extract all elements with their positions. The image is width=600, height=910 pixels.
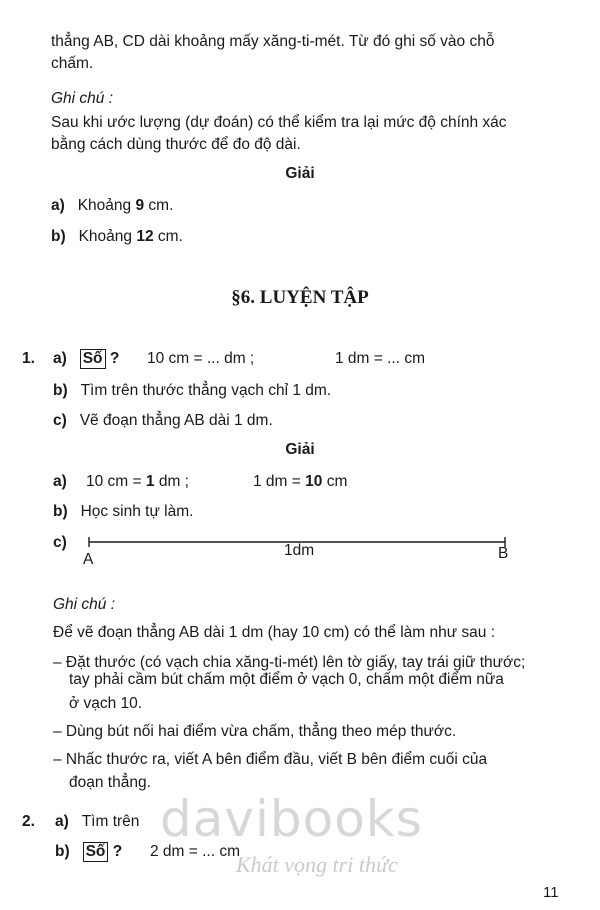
item-label: b) <box>53 382 68 399</box>
exercise-1-c <box>53 411 273 431</box>
exercise-1-b <box>53 381 331 401</box>
answer-value: 9 <box>135 197 145 214</box>
watermark-brand: davibooks <box>160 790 423 848</box>
note-step-1-line-1: – Đặt thước (có vạch chia xăng-ti-mét) lên tờ giấy, tay trái giữ thước; <box>53 654 526 671</box>
page-number: 11 <box>543 884 559 901</box>
note-step-3-line-2: đoạn thẳng. <box>69 774 151 791</box>
exercise-2-number: 2. <box>22 813 35 830</box>
item-text: Học sinh tự làm. <box>80 503 194 520</box>
note-line-1: Sau khi ước lượng (dự đoán) có thể kiểm tra lại mức độ chính xác <box>51 114 507 131</box>
item-label: c) <box>53 412 67 429</box>
solution-2-a-2 <box>253 472 347 492</box>
note-label: Ghi chú : <box>51 90 114 107</box>
solution-2-c-label: c) <box>53 534 67 551</box>
item-label: a) <box>53 350 67 367</box>
answer-value: 12 <box>136 228 154 245</box>
item-label: b) <box>55 843 70 860</box>
item-label: a) <box>51 197 65 214</box>
exercise-2-a <box>55 812 139 832</box>
exercise-1-a <box>53 349 119 369</box>
solution-2-a-label: a) <box>53 473 67 490</box>
watermark-tagline: Khát vọng tri thức <box>236 852 398 877</box>
intro-line-2: chấm. <box>51 55 94 72</box>
solution-1-a <box>51 196 173 216</box>
answer-unit: cm. <box>157 228 183 245</box>
solution-title: Giải <box>285 165 315 182</box>
item-label: b) <box>53 503 68 520</box>
item-label: a) <box>55 813 69 830</box>
note-intro: Để vẽ đoạn thẳng AB dài 1 dm (hay 10 cm) có thể làm như sau : <box>53 624 496 641</box>
answer-unit: cm. <box>148 197 174 214</box>
question-mark: ? <box>109 350 120 367</box>
intro-line-1: thẳng AB, CD dài khoảng mấy xăng-ti-mét. Từ đó ghi số vào chỗ <box>51 33 495 50</box>
exercise-2-b <box>55 842 122 862</box>
so-box: Số <box>83 842 109 862</box>
expr-text: dm ; <box>158 473 189 490</box>
solution-title: Giải <box>285 441 315 458</box>
item-text: Vẽ đoạn thẳng AB dài 1 dm. <box>79 412 273 429</box>
item-text: Tìm trên thước thẳng vạch chỉ 1 dm. <box>80 382 332 399</box>
solution-2-b <box>53 502 193 522</box>
note-step-3-line-1: – Nhấc thước ra, viết A bên điểm đầu, viết B bên điểm cuối của <box>53 751 488 768</box>
answer-value: 10 <box>305 473 323 490</box>
point-a-label: A <box>83 551 94 568</box>
note-line-2: bằng cách dùng thước để đo độ dài. <box>51 136 301 153</box>
section-title: §6. LUYỆN TẬP <box>231 287 369 308</box>
question-mark: ? <box>112 843 123 860</box>
expr-text: 1 dm = <box>253 473 301 490</box>
expr-text: cm <box>326 473 348 490</box>
note-step-2: – Dùng bút nối hai điểm vừa chấm, thẳng theo mép thước. <box>53 723 457 740</box>
note-step-1-line-2: tay phải cầm bút chấm một điểm ở vạch 0, chấm một điểm nữa <box>69 671 504 688</box>
exercise-1-expr-1: 10 cm = ... dm ; <box>147 350 255 367</box>
note-label: Ghi chú : <box>53 596 116 613</box>
item-text: Tìm trên <box>81 813 140 830</box>
expr-text: 10 cm = <box>86 473 142 490</box>
exercise-1-expr-2: 1 dm = ... cm <box>335 350 426 367</box>
answer-text: Khoảng <box>77 197 132 214</box>
solution-1-b <box>51 227 183 247</box>
exercise-1-number: 1. <box>22 350 35 367</box>
segment-length-label: 1dm <box>284 542 315 559</box>
exercise-2-b-expr: 2 dm = ... cm <box>150 843 241 860</box>
point-b-label: B <box>498 545 509 562</box>
solution-2-a-1 <box>86 472 189 492</box>
answer-value: 1 <box>145 473 155 490</box>
so-box: Số <box>80 349 106 369</box>
answer-text: Khoảng <box>78 228 133 245</box>
item-label: b) <box>51 228 66 245</box>
note-step-1-line-3: ở vạch 10. <box>69 695 143 712</box>
